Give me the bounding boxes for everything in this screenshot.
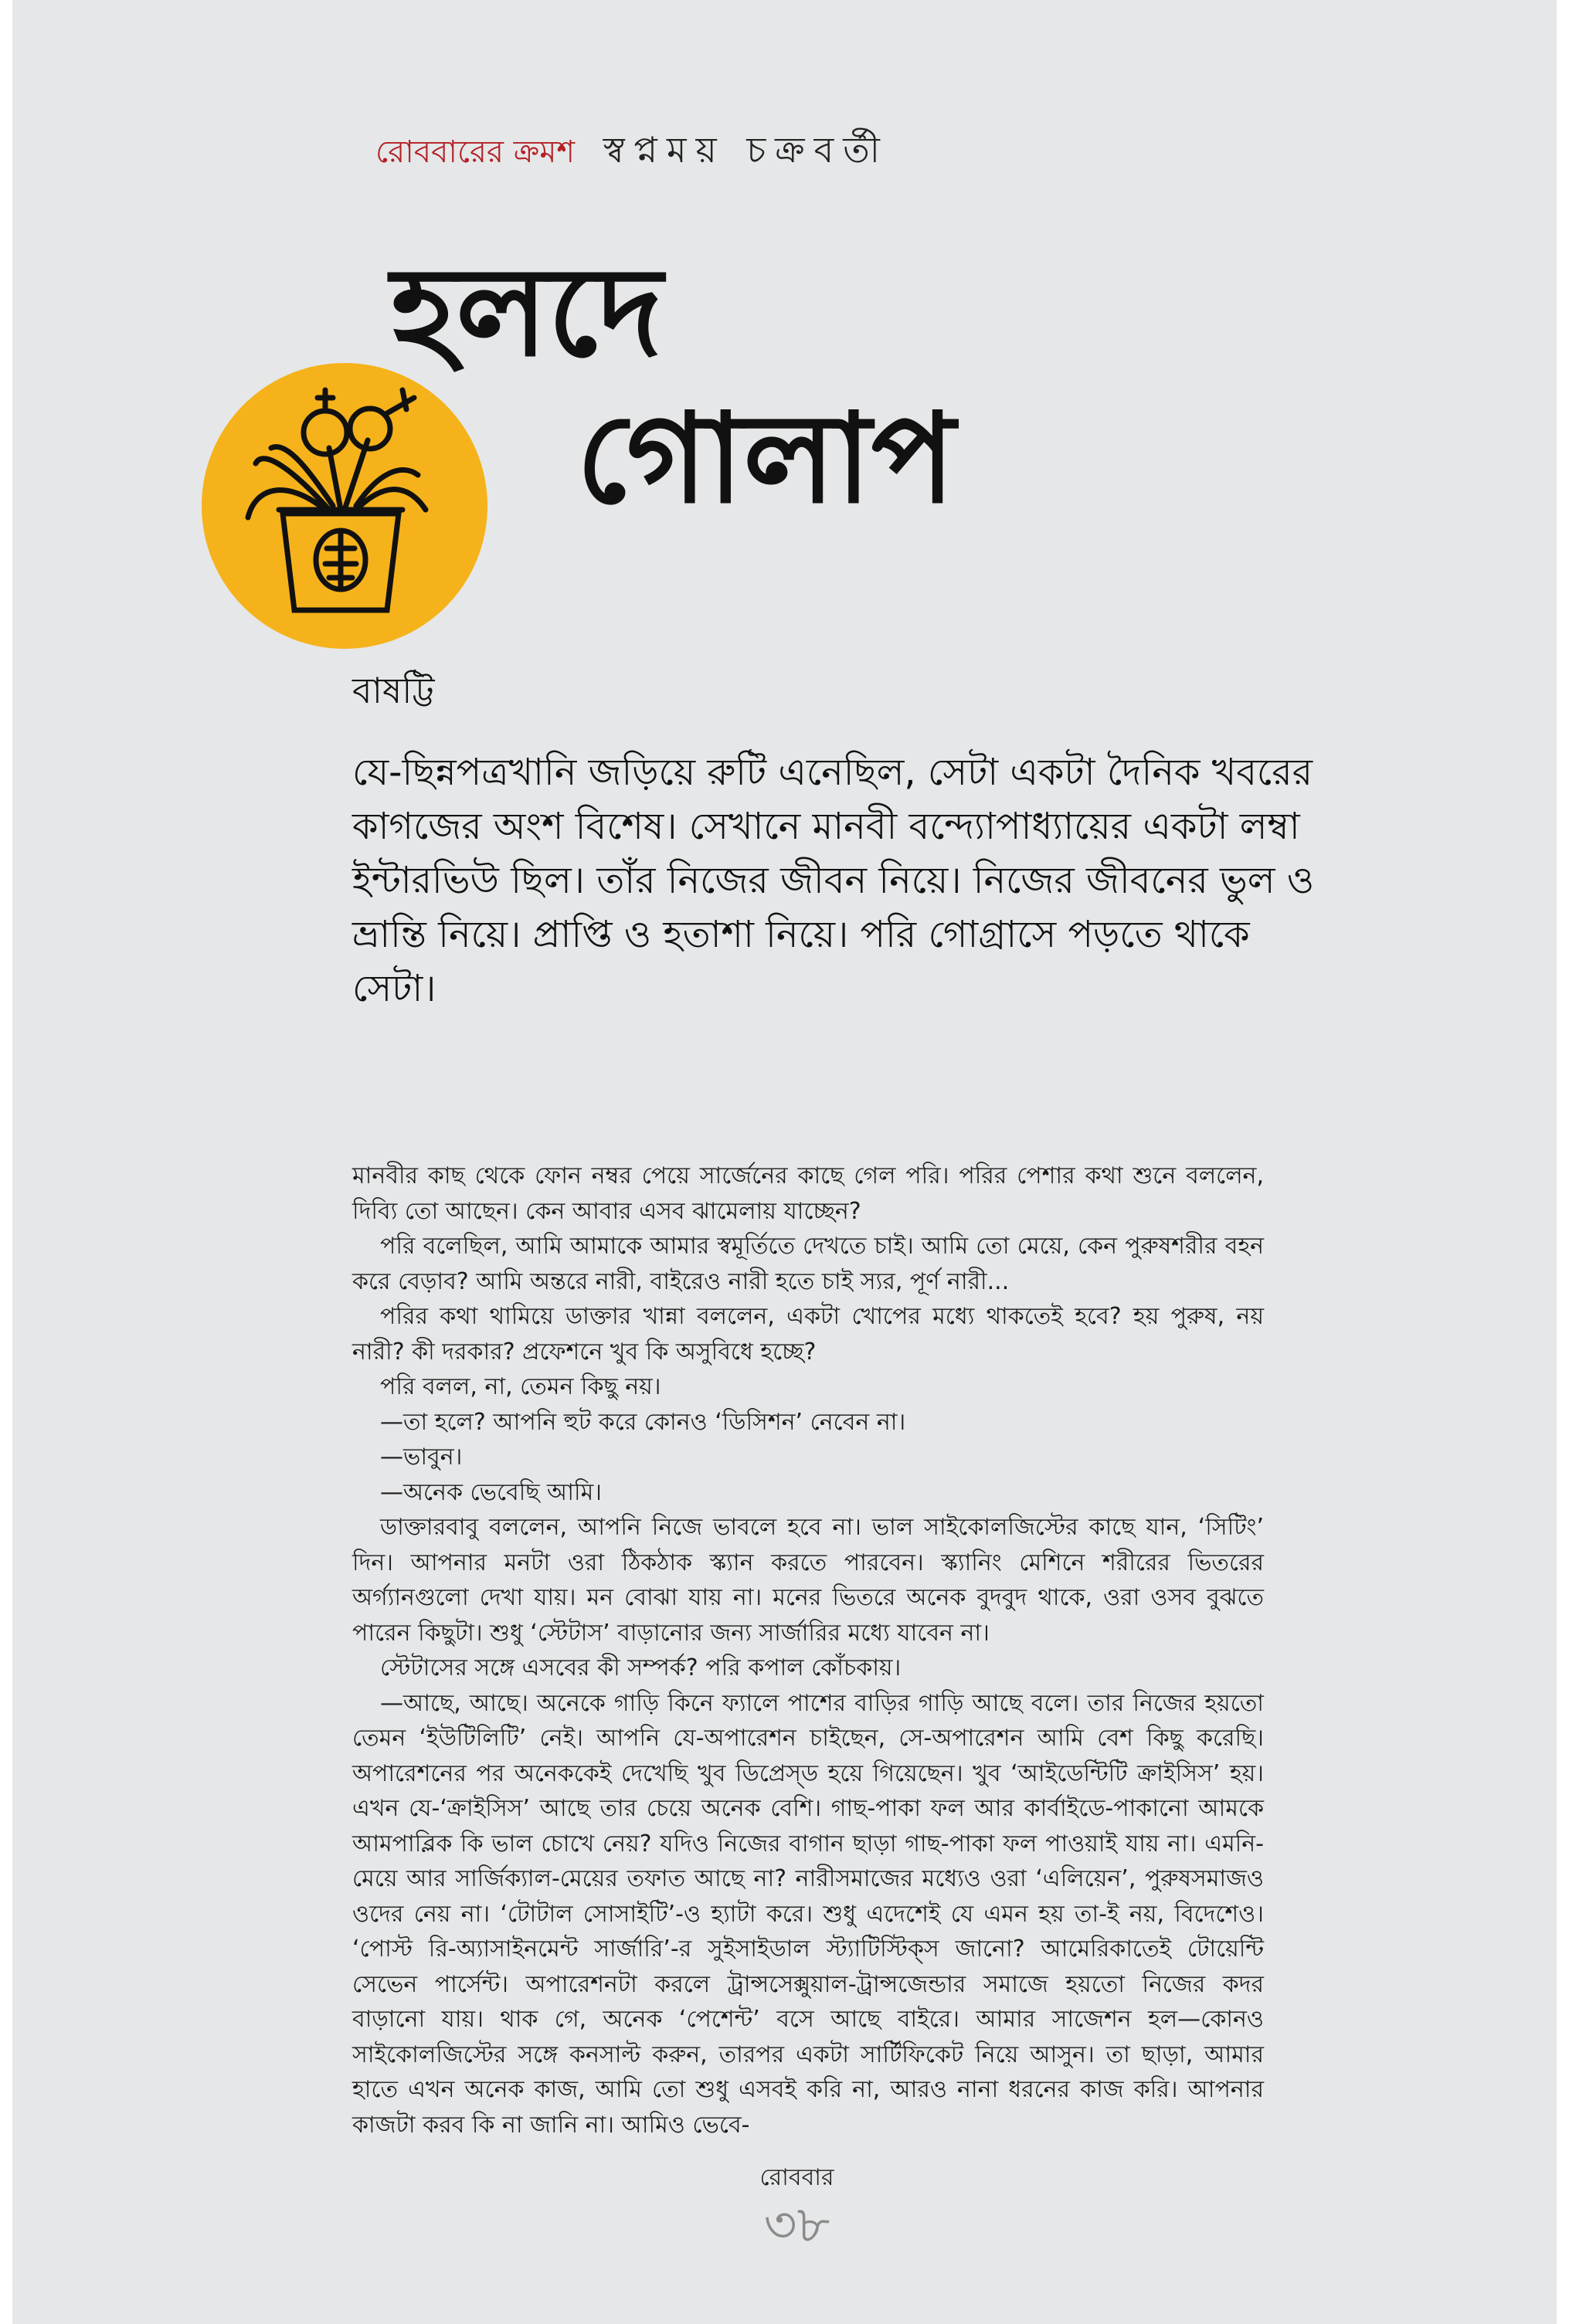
author-name: স্বপ্নময় চক্রবর্তী	[603, 129, 889, 171]
header	[375, 124, 889, 182]
paragraph: —আছে, আছে। অনেকে গাড়ি কিনে ফ্যালে পাশের বাড়ির গাড়ি আছে বলে। তার নিজের হয়তো তেমন ‘ইউটিলিটি’ নেই। আপনি যে-অপারেশন চাইছেন, সে-অপারেশন আমি বেশ কিছু করেছি। অপারেশনের পর অনেককেই দেখেছি খুব ডিপ্রেস্‌ড হয়ে গিয়েছেন। খুব ‘আইডেন্টিটি ক্রাইসিস’ হয়। এখন যে-‘ক্রাইসিস’ আছে তার চেয়ে অনেক বেশি। গাছ-পাকা ফল আর কার্বাইডে-পাকানো আমকে আমপাব্লিক কি ভাল চোখে নেয়? যদিও নিজের বাগান ছাড়া গাছ-পাকা ফল পাওয়াই যায় না। এমনি-মেয়ে আর সার্জিক্যাল-মেয়ের তফাত আছে না? নারীসমাজের মধ্যেও ওরা ‘এলিয়েন’, পুরুষসমাজও ওদের নেয় না। ‘টোটাল সোসাইটি’-ও হ্যাটা করে। শুধু এদেশেই যে এমন হয় তা-ই নয়, বিদেশেও। ‘পোস্ট রি-অ্যাসাইনমেন্ট সার্জারি’-র সুইসাইডাল স্ট্যাটিস্টিক্‌স জানো? আমেরিকাতেই টোয়েন্টি সেভেন পার্সেন্ট। অপারেশনটা করলে ট্রান্সসেক্সুয়াল-ট্রান্সজেন্ডার সমাজে হয়তো নিজের কদর বাড়ানো যায়। থাক গে, অনেক ‘পেশেন্ট’ বসে আছে বাইরে। আমার সাজেশন হল—কোনও সাইকোলজিস্টের সঙ্গে কনসাল্ট করুন, তারপর একটা সার্টিফিকেট নিয়ে আসুন। তা ছাড়া, আমার হাতে এখন অনেক কাজ, আমি তো শুধু এসবই করি না, আরও নানা ধরনের কাজ করি। আপনার কাজটা করব কি না জানি না। আমিও ভেবে-	[352, 1689, 1264, 2139]
chapter-number: বাষট্টি	[352, 670, 435, 711]
title-line-2: গোলাপ	[576, 386, 956, 531]
paragraph: মানবীর কাছ থেকে ফোন নম্বর পেয়ে সার্জেনের কাছে গেল পরি। পরির পেশার কথা শুনে বললেন, দিব্যি তো আছেন। কেন আবার এসব ঝামেলায় যাচ্ছেন?	[352, 1162, 1264, 1225]
paragraph: —ভাবুন।	[380, 1444, 463, 1471]
lead-paragraph: যে-ছিন্নপত্রখানি জড়িয়ে রুটি এনেছিল, সেটা একটা দৈনিক খবরের কাগজের অংশ বিশেষ। সেখানে মানবী বন্দ্যোপাধ্যায়ের একটা লম্বা ইন্টারভিউ ছিল। তাঁর নিজের জীবন নিয়ে। নিজের জীবনের ভুল ও ভ্রান্তি নিয়ে। প্রাপ্তি ও হতাশা নিয়ে। পরি গোগ্রাসে পড়তে থাকে সেটা।	[352, 751, 1315, 1010]
paragraph: পরির কথা থামিয়ে ডাক্তার খান্না বললেন, একটা খোপের মধ্যে থাকতেই হবে? হয় পুরুষ, নয় নারী? কী দরকার? প্রফেশনে খুব কি অসুবিধে হচ্ছে?	[352, 1303, 1264, 1366]
paragraph: স্টেটাসের সঙ্গে এসবের কী সম্পর্ক? পরি কপাল কোঁচকায়।	[380, 1654, 902, 1681]
paragraph: —অনেক ভেবেছি আমি।	[380, 1478, 603, 1506]
page-number: ৩৮	[763, 2195, 830, 2254]
flower-pot-icon	[194, 355, 495, 656]
article-body	[352, 1159, 1264, 2142]
paragraph: পরি বলল, না, তেমন কিছু নয়।	[380, 1373, 661, 1400]
paragraph: ডাক্তারবাবু বললেন, আপনি নিজে ভাবলে হবে না। ভাল সাইকোলজিস্টের কাছে যান, ‘সিটিং’ দিন। আপনার মনটা ওরা ঠিকঠাক স্ক্যান করতে পারবেন। স্ক্যানিং মেশিনে শরীরের ভিতরের অর্গ্যানগুলো দেখা যায়। মন বোঝা যায় না। মনের ভিতরে অনেক বুদবুদ থাকে, ওরা ওসব বুঝতে পারেন কিছুটা। শুধু ‘স্টেটাস’ বাড়ানোর জন্য সার্জারির মধ্যে যাবেন না।	[352, 1514, 1264, 1647]
series-label: রোববারের ক্রমশ	[375, 134, 576, 170]
magazine-page	[12, 0, 1557, 2324]
paragraph: পরি বলেছিল, আমি আমাকে আমার স্বমূর্তিতে দেখতে চাই। আমি তো মেয়ে, কেন পুরুষশরীর বহন করে বেড়াব? আমি অন্তরে নারী, বাইরেও নারী হতে চাই স্যর, পূর্ণ নারী...	[352, 1233, 1264, 1295]
footer-publication: রোববার	[759, 2164, 834, 2191]
title-line-1: হলদে	[391, 239, 663, 384]
paragraph: —তা হলে? আপনি হুট করে কোনও ‘ডিসিশন’ নেবেন না।	[380, 1408, 906, 1436]
